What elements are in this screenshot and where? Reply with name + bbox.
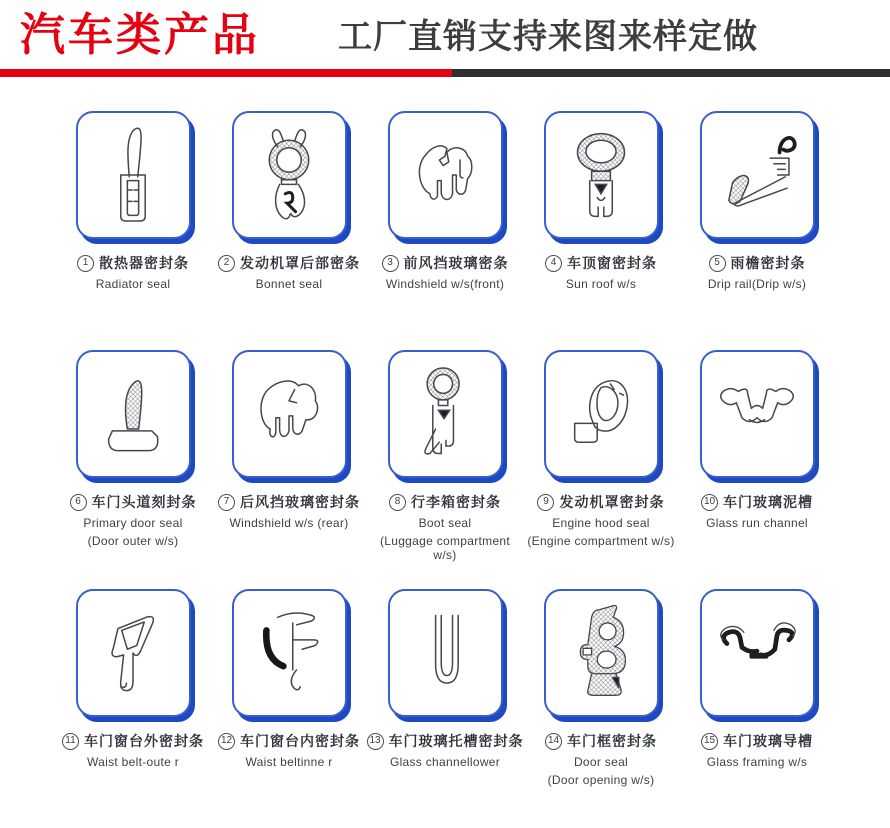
product-name-cn: 前风挡玻璃密条 [403, 255, 509, 271]
product-card [211, 350, 367, 589]
product-name-en: Windshield w/s (rear) [229, 516, 349, 530]
product-image-box [76, 111, 191, 239]
product-name-cn: 车门玻璃导槽 [723, 733, 813, 749]
radiator-seal-profile-icon [86, 122, 180, 228]
product-name-en: Glass framing w/s [706, 755, 808, 769]
product-image-box [388, 589, 503, 717]
product-name-cn: 车门窗台外密封条 [84, 733, 204, 749]
item-number-badge: 9 [537, 494, 554, 511]
engine-hood-seal-profile-icon [554, 361, 648, 467]
primary-door-seal-profile-icon [86, 361, 180, 467]
item-number-badge: 1 [77, 255, 94, 272]
item-number-badge: 10 [701, 494, 718, 511]
product-image-box [232, 111, 347, 239]
product-name-en: Waist beltinne r [245, 755, 333, 769]
product-name-cn: 车门头道刻封条 [91, 494, 197, 510]
product-name-cn: 车门玻璃泥槽 [723, 494, 813, 510]
product-image-box [388, 350, 503, 478]
glass-framing-profile-icon [710, 600, 804, 706]
product-name-cn: 车门框密封条 [567, 733, 657, 749]
product-name-cn: 车门窗台内密封条 [240, 733, 360, 749]
door-seal-profile-icon [554, 600, 648, 706]
product-name-cn: 散热器密封条 [99, 255, 189, 271]
product-name-en2: (Door opening w/s) [547, 773, 655, 787]
windshield-front-seal-profile-icon [398, 122, 492, 228]
product-card [523, 111, 679, 350]
waist-belt-inner-profile-icon [242, 600, 336, 706]
product-card [367, 350, 523, 589]
product-name-cn: 行李箱密封条 [411, 494, 501, 510]
product-name-en: Door seal [573, 755, 629, 769]
page-header [0, 0, 890, 86]
product-card [211, 111, 367, 350]
glass-run-channel-profile-icon [710, 361, 804, 467]
item-number-badge: 12 [218, 733, 235, 750]
item-number-badge: 6 [70, 494, 87, 511]
product-name-en: Engine hood seal [552, 516, 650, 530]
glass-channel-lower-profile-icon [398, 600, 492, 706]
product-card [55, 350, 211, 589]
product-image-box [76, 350, 191, 478]
product-card [679, 350, 835, 589]
product-grid [0, 111, 890, 828]
product-name-en: Sun roof w/s [565, 277, 637, 291]
product-image-box [388, 111, 503, 239]
divider-red-segment [0, 69, 452, 77]
product-card [679, 111, 835, 350]
page-title: 汽车类产品 [20, 9, 261, 60]
item-number-badge: 13 [367, 733, 384, 750]
product-name-cn: 发动机罩后部密条 [240, 255, 360, 271]
product-image-box [76, 589, 191, 717]
product-image-box [232, 350, 347, 478]
item-number-badge: 2 [218, 255, 235, 272]
product-card [367, 111, 523, 350]
product-name-cn: 后风挡玻璃密封条 [240, 494, 360, 510]
product-name-cn: 车顶窗密封条 [567, 255, 657, 271]
product-name-en: Radiator seal [95, 277, 171, 291]
product-image-box [232, 589, 347, 717]
product-name-en: Glass channellower [389, 755, 501, 769]
item-number-badge: 5 [709, 255, 726, 272]
item-number-badge: 3 [382, 255, 399, 272]
item-number-badge: 8 [389, 494, 406, 511]
product-image-box [544, 350, 659, 478]
product-name-cn: 雨檐密封条 [730, 255, 806, 271]
page-subtitle: 工厂直销支持来图来样定做 [338, 17, 759, 56]
product-card [367, 589, 523, 828]
product-card [211, 589, 367, 828]
product-name-cn: 车门玻璃托槽密封条 [388, 733, 524, 749]
product-card [55, 589, 211, 828]
product-image-box [544, 111, 659, 239]
product-image-box [544, 589, 659, 717]
divider-dark-segment [452, 69, 890, 77]
waist-belt-outer-profile-icon [86, 600, 180, 706]
drip-rail-seal-profile-icon [710, 122, 804, 228]
product-name-en2: (Door outer w/s) [87, 534, 179, 548]
item-number-badge: 14 [545, 733, 562, 750]
item-number-badge: 11 [62, 733, 79, 750]
product-name-en2: (Luggage compartment w/s) [379, 534, 511, 562]
item-number-badge: 4 [545, 255, 562, 272]
product-image-box [700, 589, 815, 717]
product-card [523, 350, 679, 589]
product-card [55, 111, 211, 350]
item-number-badge: 7 [218, 494, 235, 511]
sun-roof-seal-profile-icon [554, 122, 648, 228]
product-image-box [700, 111, 815, 239]
product-name-en: Glass run channel [706, 516, 808, 530]
product-name-en: Windshield w/s(front) [385, 277, 505, 291]
product-name-en: Waist belt-oute r [86, 755, 180, 769]
item-number-badge: 15 [701, 733, 718, 750]
product-name-en: Bonnet seal [255, 277, 323, 291]
header-divider-bar [0, 69, 890, 77]
product-card [523, 589, 679, 828]
product-image-box [700, 350, 815, 478]
product-name-en: Drip rail(Drip w/s) [707, 277, 807, 291]
bonnet-seal-profile-icon [242, 122, 336, 228]
product-name-en: Boot seal [418, 516, 472, 530]
boot-seal-profile-icon [398, 361, 492, 467]
windshield-rear-seal-profile-icon [242, 361, 336, 467]
product-name-en: Primary door seal [83, 516, 183, 530]
product-card [679, 589, 835, 828]
product-name-cn: 发动机罩密封条 [559, 494, 665, 510]
product-name-en2: (Engine compartment w/s) [527, 534, 675, 548]
